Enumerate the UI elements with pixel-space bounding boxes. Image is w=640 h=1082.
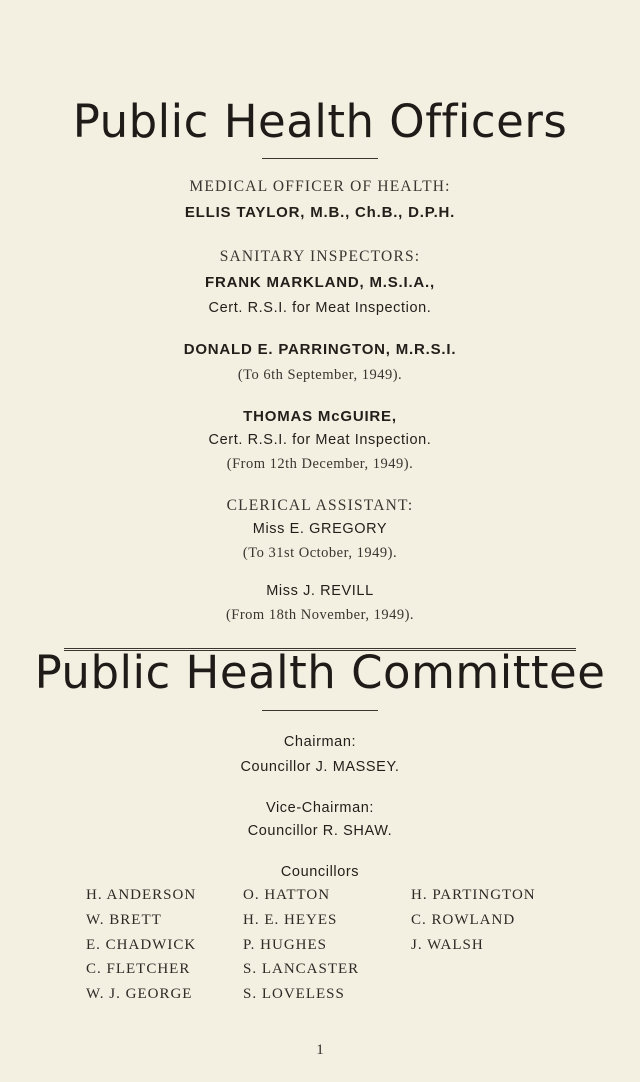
councillor-name: E. CHADWICK: [86, 936, 197, 953]
councillor-name: W. BRETT: [86, 911, 162, 928]
inspector2-note: (To 6th September, 1949).: [237, 367, 403, 383]
moh-heading: MEDICAL OFFICER OF HEALTH:: [189, 178, 451, 195]
councillor-name: S. LOVELESS: [243, 986, 345, 1003]
clerk2-name: Miss J. REVILL: [266, 583, 374, 599]
clerk1-note: (To 31st October, 1949).: [242, 545, 398, 561]
committee-underline: [262, 710, 378, 711]
sanitary-heading: SANITARY INSPECTORS:: [219, 248, 421, 265]
councillor-name: H. PARTINGTON: [411, 887, 536, 903]
councillor-name: W. J. GEORGE: [86, 986, 193, 1003]
inspector2-name: DONALD E. PARRINGTON, M.R.S.I.: [183, 341, 457, 358]
inspector1-cert: Cert. R.S.I. for Meat Inspection.: [208, 300, 432, 316]
clerical-heading: CLERICAL ASSISTANT:: [226, 497, 414, 514]
title-underline: [262, 158, 378, 159]
vice-chairman-label: Vice-Chairman:: [265, 800, 375, 816]
councillor-name: H. E. HEYES: [243, 911, 338, 928]
councillors-label: Councillors: [280, 864, 360, 880]
inspector3-cert: Cert. R.S.I. for Meat Inspection.: [208, 432, 432, 448]
chairman-label: Chairman:: [283, 734, 357, 750]
officers-title: Public Health Officers: [72, 95, 568, 148]
councillor-name: H. ANDERSON: [86, 887, 197, 903]
inspector1-name: FRANK MARKLAND, M.S.I.A.,: [205, 274, 435, 291]
councillor-name: S. LANCASTER: [243, 961, 360, 978]
committee-title: Public Health Committee: [34, 646, 606, 699]
page-number: 1: [316, 1042, 324, 1058]
clerk2-note: (From 18th November, 1949).: [225, 607, 415, 623]
councillor-name: J. WALSH: [411, 936, 484, 953]
councillor-name: C. ROWLAND: [411, 911, 516, 928]
councillors-column-3: [411, 885, 611, 959]
councillor-name: P. HUGHES: [243, 936, 328, 953]
councillor-name: O. HATTON: [243, 887, 331, 903]
inspector3-note: (From 12th December, 1949).: [226, 456, 414, 472]
chairman-name: Councillor J. MASSEY.: [240, 759, 400, 775]
clerk1-name: Miss E. GREGORY: [252, 521, 388, 537]
moh-name: ELLIS TAYLOR, M.B., Ch.B., D.P.H.: [184, 204, 456, 221]
vice-chairman-name: Councillor R. SHAW.: [247, 823, 393, 839]
inspector3-name: THOMAS McGUIRE,: [243, 408, 397, 425]
councillor-name: C. FLETCHER: [86, 961, 191, 978]
